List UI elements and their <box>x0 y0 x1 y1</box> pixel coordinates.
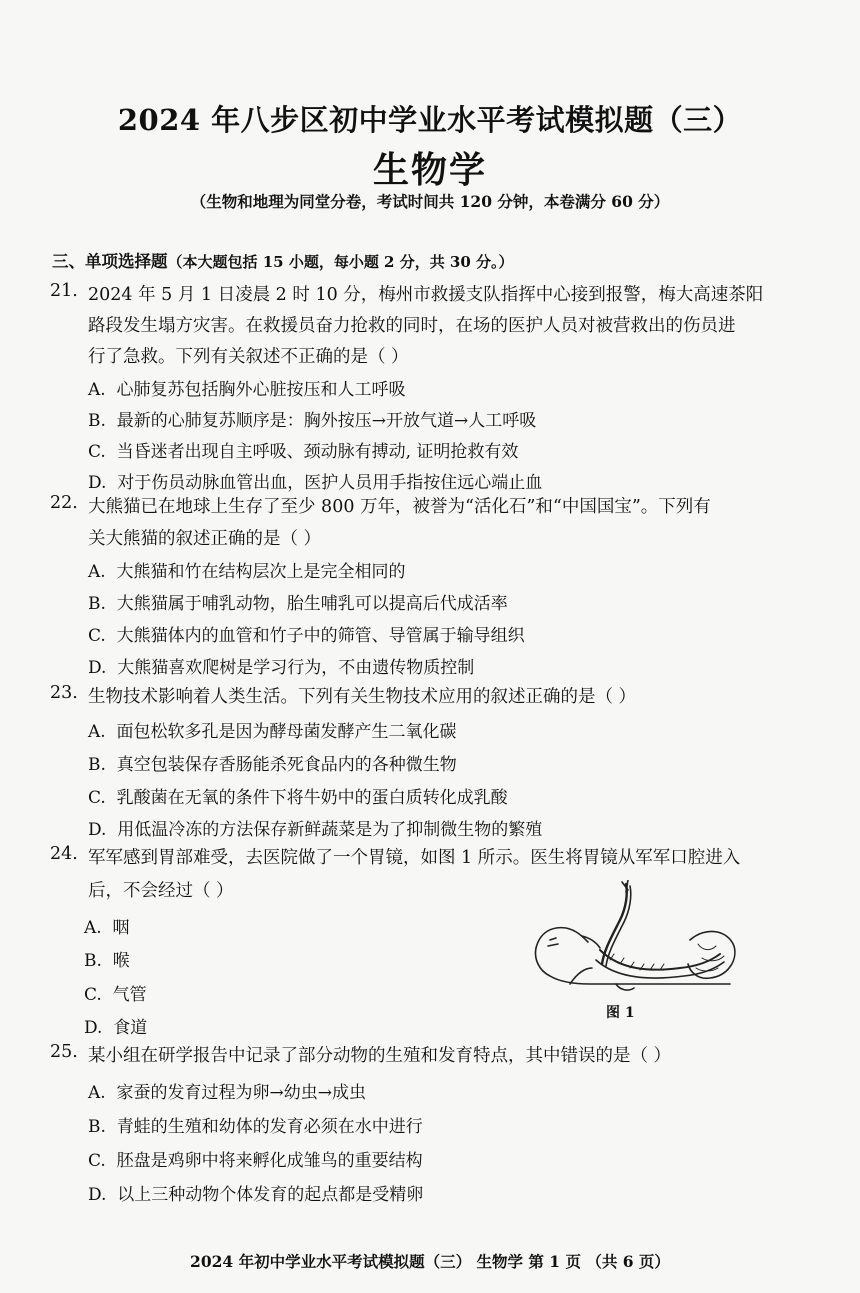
option-a <box>84 913 130 938</box>
option-letter: B. <box>88 1117 106 1137</box>
option-letter: B. <box>88 755 106 775</box>
question-stem-line: 路段发生塌方灾害。在救援员奋力抢救的同时，在场的医护人员对被营救出的伤员进 <box>88 316 736 336</box>
option-a <box>88 557 406 582</box>
option-letter: C. <box>88 626 106 646</box>
option-letter: D. <box>88 473 107 493</box>
option-b <box>88 406 536 431</box>
exam-note: （生物和地理为同堂分卷，考试时间共 120 分钟，本卷满分 60 分） <box>190 192 670 211</box>
option-letter: D. <box>88 1185 107 1205</box>
question-number: 23. <box>50 683 78 703</box>
option-letter: A. <box>88 722 106 742</box>
option-text: 用低温冷冻的方法保存新鲜蔬菜是为了抑制微生物的繁殖 <box>117 820 543 840</box>
option-d <box>84 1013 147 1038</box>
option-text: 面包松软多孔是因为酵母菌发酵产生二氧化碳 <box>116 722 457 742</box>
page-footer: 2024 年初中学业水平考试模拟题（三） 生物学 第 1 页 （共 6 页） <box>190 1252 670 1271</box>
option-letter: D. <box>88 658 107 678</box>
option-letter: D. <box>88 820 107 840</box>
option-text: 气管 <box>112 985 147 1005</box>
option-text: 大熊猫喜欢爬树是学习行为，不由遗传物质控制 <box>117 658 475 678</box>
question-number: 25. <box>50 1042 78 1062</box>
option-a <box>88 717 457 742</box>
option-c <box>84 980 147 1005</box>
option-d <box>88 815 542 840</box>
option-text: 真空包装保存香肠能杀死食品内的各种微生物 <box>116 755 457 775</box>
option-text: 大熊猫和竹在结构层次上是完全相同的 <box>116 562 406 582</box>
question-stem-line: 军军感到胃部难受，去医院做了一个胃镜，如图 1 所示。医生将胃镜从军军口腔进入 <box>88 848 741 868</box>
option-letter: D. <box>84 1018 103 1038</box>
question-stem-line: 生物技术影响着人类生活。下列有关生物技术应用的叙述正确的是（ ） <box>88 687 637 707</box>
gastroscopy-figure <box>530 880 740 1000</box>
option-text: 大熊猫属于哺乳动物，胎生哺乳可以提高后代成活率 <box>116 594 508 614</box>
option-b <box>88 750 457 775</box>
option-letter: C. <box>88 1151 106 1171</box>
option-text: 胚盘是鸡卵中将来孵化成雏鸟的重要结构 <box>116 1151 423 1171</box>
option-a <box>88 375 406 400</box>
option-letter: A. <box>88 380 106 400</box>
option-text: 对于伤员动脉血管出血，医护人员用手指按住远心端止血 <box>117 473 543 493</box>
option-text: 喉 <box>112 951 130 971</box>
option-b <box>84 946 130 971</box>
option-c <box>88 437 518 462</box>
option-text: 当昏迷者出现自主呼吸、颈动脉有搏动, 证明抢救有效 <box>116 442 519 462</box>
question-number: 24. <box>50 844 78 864</box>
option-letter: B. <box>84 951 102 971</box>
option-c <box>88 783 508 808</box>
option-letter: C. <box>84 985 102 1005</box>
option-text: 乳酸菌在无氧的条件下将牛奶中的蛋白质转化成乳酸 <box>116 788 508 808</box>
option-letter: C. <box>88 442 106 462</box>
question-number: 21. <box>50 281 78 301</box>
section-title: 三、单项选择题 <box>52 252 168 271</box>
option-d <box>88 653 474 678</box>
option-text: 以上三种动物个体发育的起点都是受精卵 <box>117 1185 424 1205</box>
option-letter: C. <box>88 788 106 808</box>
option-letter: A. <box>88 1083 106 1103</box>
option-d <box>88 1180 423 1205</box>
option-letter: A. <box>88 562 106 582</box>
option-letter: A. <box>84 918 102 938</box>
exam-title: 2024 年八步区初中学业水平考试模拟题（三） <box>117 103 743 137</box>
option-b <box>88 589 508 614</box>
option-text: 青蛙的生殖和幼体的发育必须在水中进行 <box>116 1117 423 1137</box>
option-a <box>88 1078 366 1103</box>
section-heading <box>52 248 514 272</box>
figure-caption: 图 1 <box>606 1005 635 1021</box>
option-text: 家蚕的发育过程为卵→幼虫→成虫 <box>116 1083 366 1103</box>
question-stem-line: 后，不会经过（ ） <box>88 881 234 901</box>
option-letter: B. <box>88 594 106 614</box>
option-c <box>88 621 525 646</box>
question-stem-line: 行了急救。下列有关叙述不正确的是（ ） <box>88 347 409 367</box>
option-d <box>88 468 542 493</box>
option-text: 最新的心肺复苏顺序是：胸外按压→开放气道→人工呼吸 <box>116 411 537 431</box>
question-stem-line: 某小组在研学报告中记录了部分动物的生殖和发育特点，其中错误的是（ ） <box>88 1046 672 1066</box>
option-text: 心肺复苏包括胸外心脏按压和人工呼吸 <box>116 380 406 400</box>
section-note: （本大题包括 15 小题，每小题 2 分，共 30 分。） <box>167 253 514 271</box>
option-text: 大熊猫体内的血管和竹子中的筛管、导管属于输导组织 <box>116 626 525 646</box>
option-b <box>88 1112 423 1137</box>
question-stem-line: 关大熊猫的叙述正确的是（ ） <box>88 529 322 549</box>
option-c <box>88 1146 423 1171</box>
option-text: 食道 <box>113 1018 148 1038</box>
option-letter: B. <box>88 411 106 431</box>
option-text: 咽 <box>112 918 130 938</box>
question-number: 22. <box>50 493 78 513</box>
question-stem-line: 大熊猫已在地球上生存了至少 800 万年，被誉为“活化石”和“中国国宝”。下列有 <box>88 497 711 517</box>
subject-title: 生物学 <box>372 149 487 191</box>
question-stem-line: 2024 年 5 月 1 日凌晨 2 时 10 分，梅州市救援支队指挥中心接到报警，梅大高速茶阳 <box>88 285 764 305</box>
